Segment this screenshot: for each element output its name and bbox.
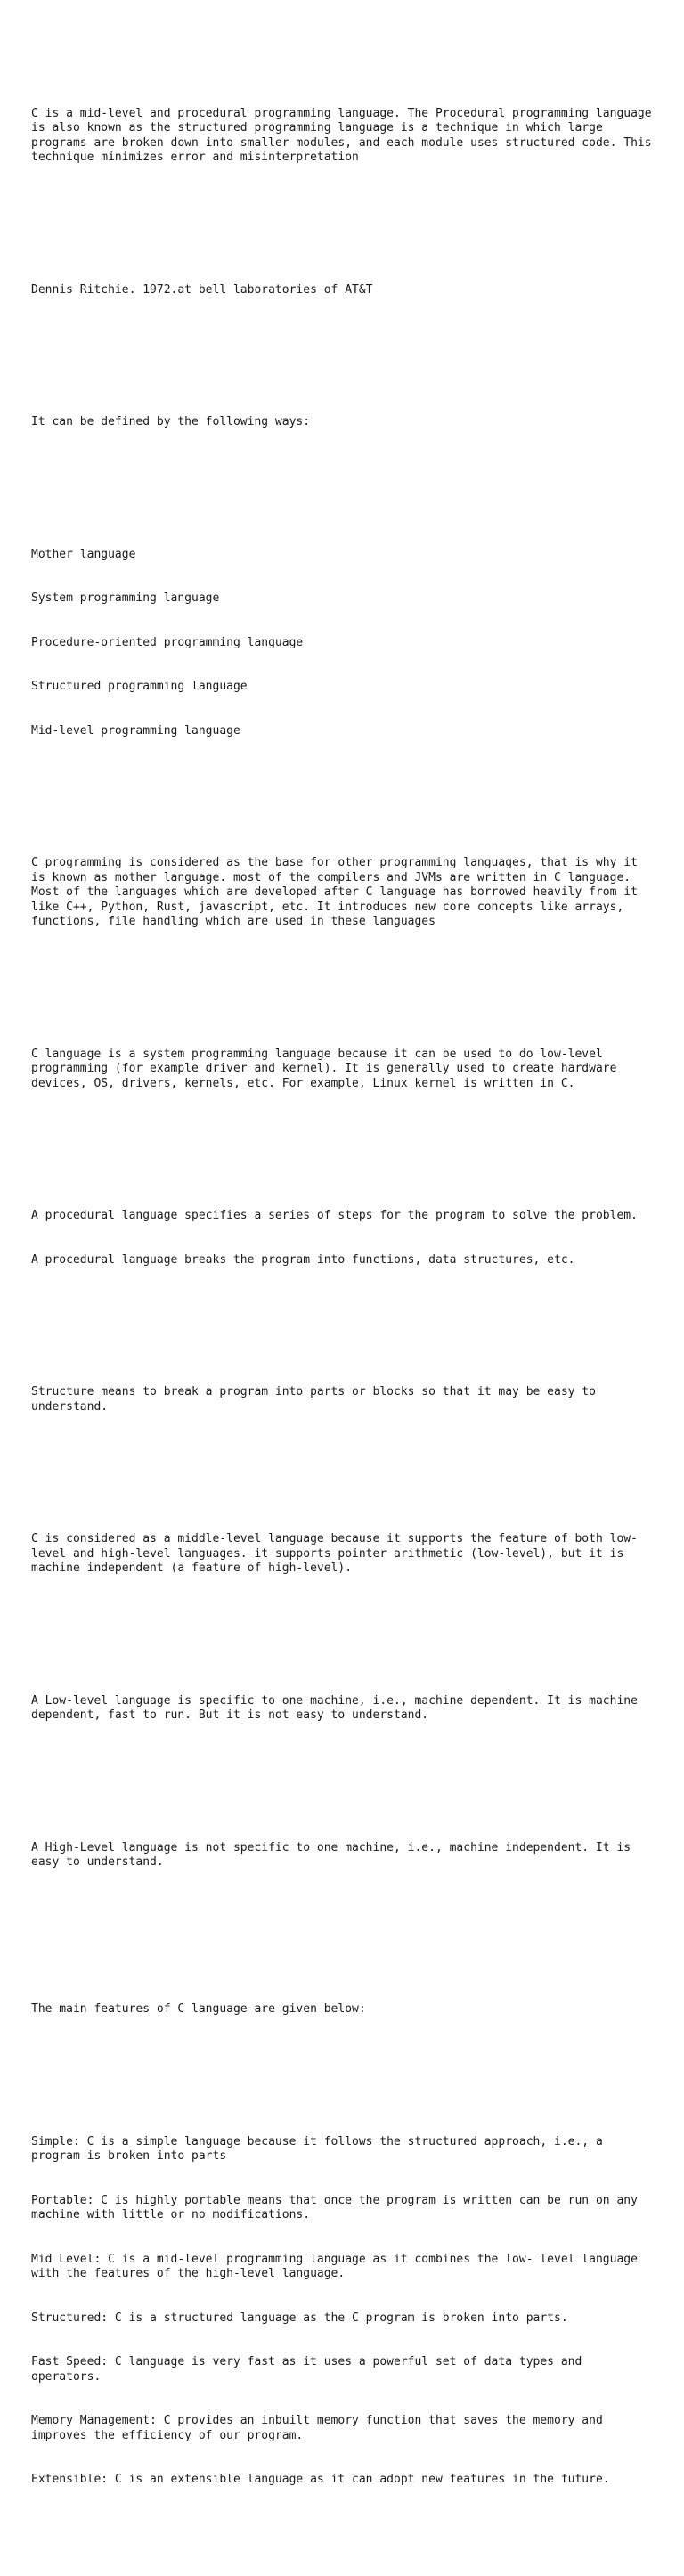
paragraph-creator xyxy=(31,254,655,328)
text-line: A procedural language breaks the program into functions, data structures, etc. xyxy=(31,1252,575,1267)
text-line: C programming is considered as the base for other programming languages, that is why it is known as mother language. most of the compilers and JVMs are written in C language. Most of the languages which are developed after C language has borrowed heavily from it like C++, Python, Rust, javascript, etc. It introduces new core concepts like arrays, functions, file handling which are used in these languages xyxy=(31,856,645,928)
paragraph-middle-level xyxy=(31,1503,655,1606)
paragraph-mother-language xyxy=(31,827,655,959)
paragraph-intro xyxy=(31,77,659,195)
list-item: Extensible: C is an extensible language as it can adopt new features in the future. xyxy=(31,2473,610,2486)
paragraph-system-language xyxy=(31,1018,655,1121)
list-item: Structured programming language xyxy=(31,680,248,693)
list-definitions xyxy=(31,518,655,769)
list-item: Fast Speed: C language is very fast as it uses a powerful set of data types and operators. xyxy=(31,2355,590,2384)
list-item: Mid Level: C is a mid-level programming language as it combines the low- level language with the features of the high-level language. xyxy=(31,2252,645,2280)
list-features xyxy=(31,2106,655,2517)
list-item: Simple: C is a simple language because it follows the structured approach, i.e., a program is broken into parts xyxy=(31,2134,610,2163)
text-line: A Low-level language is specific to one machine, i.e., machine dependent. It is machine dependent, fast to run. But it is not easy to understand. xyxy=(31,1693,645,1722)
list-item: Mother language xyxy=(31,547,136,561)
paragraph-procedural xyxy=(31,1179,655,1297)
list-item: Portable: C is highly portable means that once the program is written can be run on any machine with little or no modifications. xyxy=(31,2193,645,2221)
text-line: The main features of C language are given below: xyxy=(31,2002,366,2016)
document-text xyxy=(31,33,659,2576)
text-line: Structure means to break a program into parts or blocks so that it may be easy to understand. xyxy=(31,1385,603,1414)
paragraph-structure xyxy=(31,1356,655,1444)
text-line: C is a mid-level and procedural programming language. The Procedural programming language is also known as the structured programming language is a technique in which large programs are broken down into smaller modules, and each module uses structured code. This technique minimizes error and misinterpretation xyxy=(31,106,659,164)
paragraph-defined-by xyxy=(31,386,655,460)
paragraph-features-heading xyxy=(31,1973,655,2047)
list-item: Mid-level programming language xyxy=(31,723,240,738)
list-item: Procedure-oriented programming language xyxy=(31,635,304,649)
text-line: A High-Level language is not specific to one machine, i.e., machine independent. It is easy to understand. xyxy=(31,1840,638,1869)
text-line: C language is a system programming language because it can be used to do low-level programming (for example driver and kernel). It is generally used to create hardware devices, OS, drivers, kernels, etc. For example, Linux kernel is written in C. xyxy=(31,1047,624,1090)
list-item: Memory Management: C provides an inbuilt memory function that saves the memory and improves the efficiency of our program. xyxy=(31,2414,610,2442)
text-line: A procedural language specifies a series of steps for the program to solve the problem. xyxy=(31,1209,638,1222)
text-line: C is considered as a middle-level language because it supports the feature of both low-level and high-level languages. it supports pointer arithmetic (low-level), but it is machine independent (a feature of high-level). xyxy=(31,1532,638,1575)
list-item: Structured: C is a structured language as the C program is broken into parts. xyxy=(31,2311,568,2325)
paragraph-low-level xyxy=(31,1665,655,1753)
paragraph-high-level xyxy=(31,1812,655,1900)
text-line: Dennis Ritchie. 1972.at bell laboratories of AT&T xyxy=(31,282,373,297)
text-line: It can be defined by the following ways: xyxy=(31,415,311,428)
list-item: System programming language xyxy=(31,591,220,605)
